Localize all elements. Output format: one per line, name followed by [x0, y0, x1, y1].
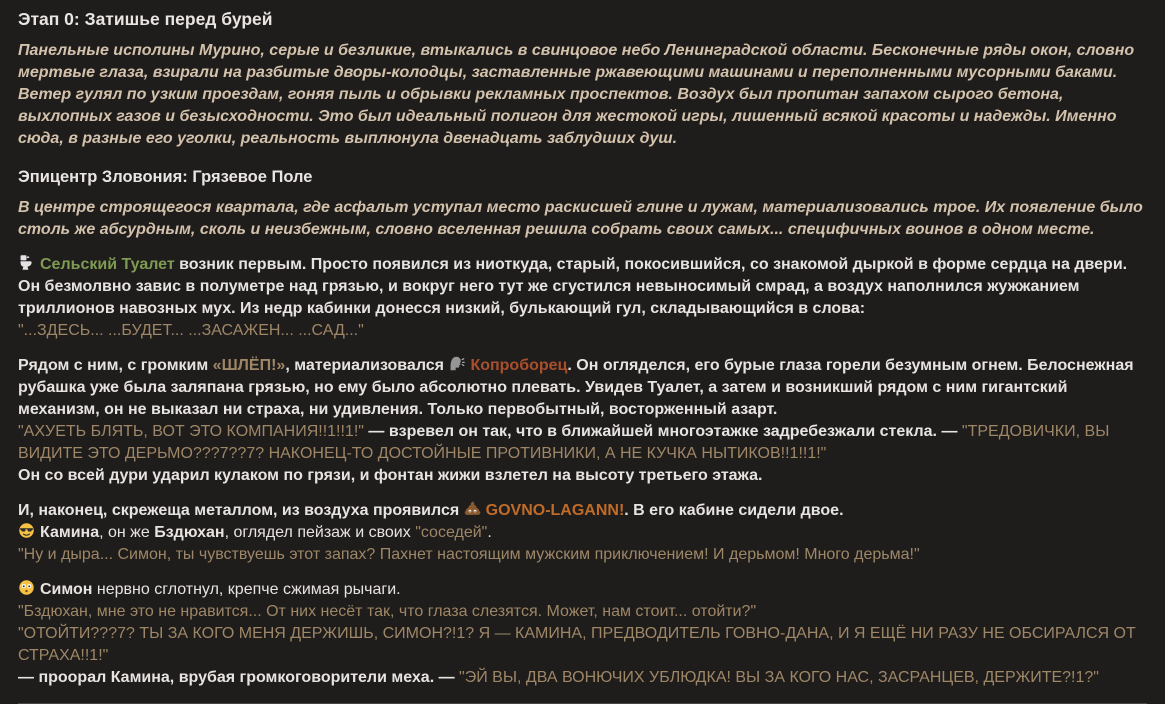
shlep-sound: «ШЛЁП!»	[212, 357, 286, 374]
character-name-toilet: Сельский Туалет	[40, 256, 175, 273]
neighbors-quote: "соседей"	[415, 524, 488, 541]
govno-after: . В его кабине сидели двое.	[624, 502, 844, 519]
simon-dialogue-quote: "Бздюхан, мне это не нравится... От них несёт так, что глаза слезятся. Может, нам стоит... отойти?"	[18, 603, 757, 620]
kamina-mid-1: , он же	[99, 524, 155, 541]
epicenter-paragraph: В центре строящегося квартала, где асфальт уступал место раскисшей глине и лужам, материализовались трое. Их появление было столь же абсурдным, сколь и неизбежным, словно вселенная решила собрать своих самых... специфичных воинов в одном месте.	[18, 199, 1143, 238]
govno-lagann-paragraph	[18, 500, 1147, 566]
kamina-period: .	[487, 524, 492, 541]
poo-emoji	[464, 500, 481, 517]
sunglasses-face-emoji	[18, 522, 35, 539]
kopro-roar-narration: — взревел он так, что в ближайшей многоэтажке задребезжали стекла. —	[363, 423, 962, 440]
kopro-roar-quote-1: "АХУЕТЬ БЛЯТЬ, ВОТ ЭТО КОМПАНИЯ!!1!!1!"	[18, 423, 364, 440]
kopro-mid: , материализовался	[285, 357, 449, 374]
kamina-mid-2: , оглядел пейзаж и своих	[224, 524, 416, 541]
epicenter-heading: Эпицентр Зловония: Грязевое Поле	[18, 168, 313, 186]
speaking-head-emoji	[448, 355, 465, 372]
character-name-koproborec: Копроборец	[470, 357, 568, 374]
simon-narration: нервно сглотнул, крепче сжимая рычаги.	[92, 581, 401, 598]
kamina-roar-narration: — проорал Камина, врубая громкоговорители меха. —	[18, 669, 460, 686]
character-name-kamina: Камина	[40, 524, 100, 541]
flushed-face-emoji	[18, 579, 35, 596]
kopro-narration: . Он огляделся, его бурые глаза горели безумным огнем. Белоснежная рубашка уже была заляпана грязью, но ему было абсолютно плевать. Увидев Туалет, а затем и возникший рядом с ним гигантский механизм, он не выказал ни страха, ни удивления. Только первобытный, восторженный азарт.	[18, 357, 1134, 418]
toilet-emoji	[18, 254, 35, 271]
kamina-dialogue-quote: "Ну и дыра... Симон, ты чувствуешь этот запах? Пахнет настоящим мужским приключением! И дерьмом! Много дерьма!"	[18, 546, 920, 563]
kamina-reply-quote: "ОТОЙТИ???7? ТЫ ЗА КОГО МЕНЯ ДЕРЖИШЬ, СИМОН?!1? Я — КАМИНА, ПРЕДВОДИТЕЛЬ ГОВНО-ДАНА, И Я ЕЩЁ НИ РАЗУ НЕ ОБСИРАЛСЯ ОТ СТРАХА!!1!"	[18, 625, 1136, 664]
govno-lead: И, наконец, скрежеща металлом, из воздуха проявился	[18, 502, 464, 519]
kopro-roar-quote-2: "ТРЕДОВИЧКИ, ВЫ ВИДИТЕ ЭТО ДЕРЬМО???7??7? НАКОНЕЦ-ТО ДОСТОЙНЫЕ ПРОТИВНИКИ, А НЕ КУЧКА НЫТИКОВ!!1!!1!"	[18, 423, 1110, 462]
toilet-chant-quote: "...ЗДЕСЬ... ...БУДЕТ... ...ЗАСАЖЕН... ...САД..."	[18, 322, 364, 339]
stage-heading: Этап 0: Затишье перед бурей	[18, 9, 273, 29]
kopro-punch-narration: Он со всей дури ударил кулаком по грязи, и фонтан жижи взлетел на высоту третьего этажа.	[18, 467, 763, 484]
toilet-paragraph	[18, 254, 1147, 342]
simon-paragraph	[18, 579, 1147, 689]
koproborec-paragraph	[18, 355, 1147, 487]
character-name-govno-lagann: GOVNO-LAGANN!	[485, 502, 625, 519]
character-name-simon: Симон	[40, 581, 93, 598]
kopro-lead: Рядом с ним, с громким	[18, 357, 213, 374]
toilet-narration: возник первым. Просто появился из ниоткуда, старый, покосившийся, со знакомой дыркой в форме сердца на двери. Он безмолвно завис в полуметре над грязью, и вокруг него тут же сгустился невыносимый смрад, а воздух наполнился жужжанием триллионов навозных мух. Из недр кабинки донесся низкий, булькающий гул, складывающийся в слова:	[18, 256, 1128, 317]
intro-paragraph: Панельные исполины Мурино, серые и безликие, втыкались в свинцовое небо Ленинградской области. Бесконечные ряды окон, словно мертвые глаза, взирали на разбитые дворы-колодцы, заставленные ржавеющими машинами и переполненными мусорными баками. Ветер гулял по узким проездам, гоняя пыль и обрывки рекламных проспектов. Воздух был пропитан запахом сырого бетона, выхлопных газов и безысходности. Это был идеальный полигон для жестокой игры, лишенный всякой красоты и надежды. Именно сюда, в разные его уголки, реальность выплюнула двенадцать заблудших душ.	[18, 42, 1135, 147]
kamina-final-quote: "ЭЙ ВЫ, ДВА ВОНЮЧИХ УБЛЮДКА! ВЫ ЗА КОГО НАС, ЗАСРАНЦЕВ, ДЕРЖИТЕ?!1?"	[459, 669, 1099, 686]
character-alias-bzdyukhan: Бздюхан	[154, 524, 225, 541]
